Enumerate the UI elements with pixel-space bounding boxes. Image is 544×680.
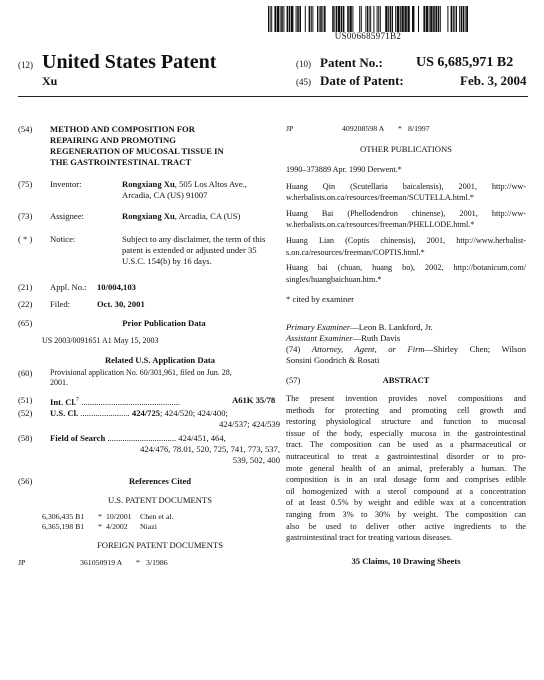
abstract-line: tract. The composition can be used as a pharmaceutical or: [286, 440, 526, 450]
barcode-bar: [412, 6, 414, 32]
barcode-bar: [388, 6, 389, 32]
barcode-bar: [369, 6, 370, 32]
field-of-search-rest: [50, 444, 280, 466]
barcode-bar: [349, 6, 351, 32]
barcode-bar: [418, 6, 419, 32]
doc-date: 10/2001: [106, 512, 132, 521]
field-of-search-line-3: 539, 502, 400: [232, 455, 280, 465]
code-58: (58): [18, 433, 33, 443]
inventor-field: [122, 179, 282, 201]
barcode-bar: [377, 6, 378, 32]
abstract-text: [286, 393, 526, 544]
patent-no-label: Patent No.:: [320, 55, 383, 70]
barcode: [268, 6, 468, 32]
primary-examiner-label: Primary Examiner: [286, 322, 351, 332]
title-line: METHOD AND COMPOSITION FOR: [50, 124, 195, 134]
title-line: REGENERATION OF MUCOSAL TISSUE IN: [50, 146, 224, 156]
barcode-bar: [438, 6, 440, 32]
attorney-label: Attorney, Agent, or Firm: [311, 344, 425, 354]
assistant-examiner-name: —Ruth Davis: [352, 333, 401, 343]
assistant-examiner-label: Assistant Examiner: [286, 333, 353, 343]
code-notice: ( * ): [18, 234, 33, 244]
inventor-city: Arcadia, CA (US) 91007: [122, 190, 208, 200]
field-of-search-first: 424/451, 464,: [178, 433, 226, 443]
doc-name: Niazi: [140, 522, 157, 531]
barcode-bar: [401, 6, 403, 32]
provisional-line: 2001.: [50, 378, 68, 387]
title-line: REPAIRING AND PROMOTING: [50, 135, 176, 145]
barcode-bar: [317, 6, 318, 32]
barcode-bar: [320, 6, 322, 32]
barcode-bar: [334, 6, 335, 32]
code-74: (74): [286, 344, 301, 354]
notice-line: U.S.C. 154(b) by 16 days.: [122, 256, 212, 266]
table-row: [42, 512, 278, 522]
barcode-bar: [311, 6, 312, 32]
barcode-bar: [336, 6, 337, 32]
code-65: (65): [18, 318, 33, 328]
abstract-line: gastrointestinal tract for treating various diseases.: [286, 533, 453, 543]
barcode-bar: [324, 6, 326, 32]
filed-date: Oct. 30, 2001: [97, 299, 145, 309]
code-22: (22): [18, 299, 33, 309]
barcode-bar: [347, 6, 349, 32]
abstract-line: The present invention provides novel compositions and: [286, 394, 526, 403]
primary-examiner: [286, 322, 526, 333]
barcode-bar: [297, 6, 299, 32]
barcode-bar: [352, 6, 353, 32]
doc-date: 8/1997: [408, 124, 430, 133]
patent-type-title: United States Patent: [42, 51, 217, 73]
list-item: 1990–373889 Apr. 1990 Derwent.*: [286, 165, 402, 174]
barcode-bar: [319, 6, 320, 32]
related-application-heading: Related U.S. Application Data: [104, 355, 216, 365]
barcode-bar: [433, 6, 435, 32]
appl-no: 10/004,103: [97, 282, 136, 292]
us-patent-documents-heading: U.S. PATENT DOCUMENTS: [107, 495, 213, 505]
primary-examiner-name: —Leon B. Lankford, Jr.: [350, 322, 433, 332]
list-item: Huang bai (chuan, huang bo), 2002, http://botanicum.com/: [286, 263, 526, 273]
barcode-bar: [274, 6, 276, 32]
list-item: s.on.ca/resources/freeman/COPTIS.html.*: [286, 247, 425, 257]
barcode-bar: [283, 6, 284, 32]
inventor-label: Inventor:: [50, 179, 82, 189]
barcode-bar: [404, 6, 406, 32]
barcode-bar: [322, 6, 323, 32]
inventor-address: , 505 Los Altos Ave.,: [174, 179, 247, 189]
barcode-bar: [465, 6, 466, 32]
code-54: (54): [18, 124, 33, 134]
notice-text: [122, 234, 282, 267]
barcode-bar: [338, 6, 340, 32]
barcode-bar: [426, 6, 428, 32]
barcode-bar: [361, 6, 362, 32]
barcode-bar: [440, 6, 441, 32]
list-item: w.herbalists.on.ca/resources/freeman/PHELLODE.html.*: [286, 220, 475, 230]
attorney-names: —Shirley Chen; Wilson: [424, 344, 526, 354]
doc-date: 4/2002: [106, 522, 128, 531]
field-of-search-dots: ................................: [105, 433, 177, 443]
barcode-bar: [378, 6, 379, 32]
barcode-bar: [390, 6, 392, 32]
field-of-search-label: Field of Search: [50, 433, 106, 443]
barcode-bar: [392, 6, 393, 32]
barcode-bar: [332, 6, 334, 32]
barcode-bar: [435, 6, 437, 32]
barcode-bar: [451, 6, 453, 32]
assignee-name: Rongxiang Xu: [122, 211, 175, 221]
barcode-bar: [309, 6, 311, 32]
barcode-bar: [280, 6, 281, 32]
barcode-bar: [312, 6, 313, 32]
list-item: Huang Lian (Coptis chinensis), 2001, http://www.herbalist-: [286, 235, 526, 245]
barcode-bar: [370, 6, 371, 32]
barcode-bar: [466, 6, 468, 32]
table-row: [42, 522, 278, 532]
doc-date: 3/1986: [146, 558, 168, 567]
us-cl-dots: .......................: [78, 408, 130, 418]
prior-publication-heading: Prior Publication Data: [122, 318, 206, 328]
other-publications-list: [286, 164, 526, 285]
barcode-bar: [359, 6, 360, 32]
barcode-bar: [447, 6, 448, 32]
int-cl-dots: ..............................................: [79, 396, 181, 407]
barcode-number: US006685971B2: [334, 31, 402, 41]
foreign-patent-documents-heading: FOREIGN PATENT DOCUMENTS: [96, 540, 224, 550]
abstract-line: restoring physiological structure and function to mucosal: [286, 417, 526, 427]
barcode-bar: [305, 6, 306, 32]
assignee-label: Assignee:: [50, 211, 84, 221]
barcode-bar: [459, 6, 460, 32]
barcode-bar: [291, 6, 293, 32]
abstract-line: ranging from 3% to 30% by weight. The composition can: [286, 509, 526, 519]
barcode-bar: [365, 6, 366, 32]
code-45: (45): [296, 77, 311, 87]
doc-number: 6,306,435 B1: [42, 512, 85, 521]
assignee-field: [122, 211, 282, 222]
code-60: (60): [18, 368, 33, 378]
title-line: THE GASTROINTESTINAL TRACT: [50, 157, 192, 167]
barcode-bar: [429, 6, 430, 32]
claims-summary: 35 Claims, 10 Drawing Sheets: [351, 556, 461, 566]
assistant-examiner: [286, 333, 526, 344]
abstract-line: oil homogenized with a sterol compound at a concentration: [286, 486, 526, 496]
barcode-bar: [400, 6, 401, 32]
list-item: w.herbalists.on.ca/resources/freeman/SCUTELLA.html.*: [286, 193, 474, 203]
abstract-line: tissue of the body, especially mucosa in the gastrointestinal: [286, 428, 526, 438]
assignee-address: , Arcadia, CA (US): [174, 211, 241, 221]
barcode-bar: [287, 6, 289, 32]
patent-number: US 6,685,971 B2: [416, 55, 514, 70]
abstract-line: methods for protecting and promoting cell growth and: [286, 405, 526, 415]
abstract-line: mote general health of an animal, preferably a human. The: [286, 463, 526, 473]
barcode-bar: [380, 6, 381, 32]
header-divider: [18, 96, 528, 97]
barcode-bar: [395, 6, 396, 32]
barcode-bar: [463, 6, 464, 32]
barcode-bar: [385, 6, 387, 32]
barcode-bar: [423, 6, 425, 32]
barcode-bar: [277, 6, 279, 32]
barcode-bar: [296, 6, 297, 32]
barcode-bar: [270, 6, 271, 32]
int-cl-label: Int. Cl.: [50, 396, 77, 407]
doc-number: 361050919 A: [80, 558, 123, 567]
barcode-bar: [397, 6, 399, 32]
doc-star: *: [398, 124, 402, 133]
provisional-application: [50, 368, 280, 388]
code-73: (73): [18, 211, 33, 221]
notice-line: Subject to any disclaimer, the term of this: [122, 234, 266, 244]
prior-publication-line: US 2003/0091651 A1 May 15, 2003: [42, 336, 159, 345]
notice-label: Notice:: [50, 234, 76, 244]
inventor-name: Rongxiang Xu: [122, 179, 175, 189]
filed-label: Filed:: [50, 299, 71, 309]
code-56: (56): [18, 476, 33, 486]
field-of-search-line-2: 424/476, 78.01, 520, 725, 741, 773, 537,: [140, 444, 280, 454]
barcode-bar: [453, 6, 454, 32]
code-12: (12): [18, 60, 33, 70]
attorney-firm: Sonsini Goodrich & Rosati: [286, 355, 380, 365]
barcode-bar: [271, 6, 272, 32]
code-57: (57): [286, 375, 301, 385]
abstract-line: also be used to deliver other active ingredients to the: [286, 521, 526, 531]
us-cl-label: U.S. Cl.: [50, 408, 79, 418]
doc-country: JP: [286, 124, 294, 133]
abstract-line: nutraceutical to treat a gastrointestinal disorder or to pro-: [286, 451, 526, 461]
code-21: (21): [18, 282, 33, 292]
int-cl-value: A61K 35/78: [232, 395, 276, 405]
barcode-bar: [268, 6, 269, 32]
abstract-heading: ABSTRACT: [382, 375, 430, 385]
us-cl-primary: 424/725: [131, 408, 161, 418]
abstract-line: composition is in an oral dosage form and comprises edible: [286, 475, 526, 485]
barcode-bar: [373, 6, 374, 32]
date-of-patent-label: Date of Patent:: [320, 73, 404, 88]
doc-star: *: [98, 512, 102, 521]
provisional-line: Provisional application No. 60/301,961, filed on Jun. 28,: [50, 368, 232, 377]
references-cited-heading: References Cited: [128, 476, 192, 486]
barcode-bar: [456, 6, 457, 32]
cited-by-examiner: * cited by examiner: [286, 294, 355, 304]
barcode-bar: [430, 6, 432, 32]
list-item: Huang Qin (Scutellaria baicalensis), 2001, http://ww-: [286, 181, 526, 191]
barcode-bar: [299, 6, 301, 32]
barcode-bar: [341, 6, 343, 32]
barcode-bar: [367, 6, 368, 32]
other-publications-heading: OTHER PUBLICATIONS: [360, 144, 452, 154]
abstract-line: of at least 0.5% by weight and edible wax at a concentration: [286, 498, 526, 508]
attorney-line: [286, 344, 526, 355]
code-75: (75): [18, 179, 33, 189]
us-cl-line2: 424/537; 424/539: [219, 419, 280, 429]
doc-country: JP: [18, 558, 26, 567]
invention-title: [50, 124, 275, 168]
us-cl-line: [50, 408, 228, 419]
doc-number: 409208598 A: [342, 124, 385, 133]
code-10: (10): [296, 59, 311, 69]
field-of-search-line: [50, 433, 280, 444]
doc-number: 6,365,198 B1: [42, 522, 85, 531]
barcode-bar: [407, 6, 409, 32]
doc-star: *: [136, 558, 140, 567]
notice-line: patent is extended or adjusted under 35: [122, 245, 257, 255]
barcode-bar: [461, 6, 463, 32]
barcode-bar: [289, 6, 291, 32]
table-row: [286, 124, 526, 134]
date-of-patent: Feb. 3, 2004: [460, 73, 527, 88]
doc-star: *: [98, 522, 102, 531]
barcode-bar: [343, 6, 345, 32]
us-cl-rest: ; 424/520; 424/400;: [160, 408, 228, 418]
code-51: (51): [18, 395, 33, 405]
list-item: Huang Bai (Phellodendron chinense), 2001, http://ww-: [286, 208, 526, 218]
inventor-surname: Xu: [42, 74, 58, 88]
us-patent-documents-list: [42, 512, 278, 532]
list-item: singles/huangbaichuan.htm.*: [286, 274, 382, 284]
int-cl-sup: 7: [76, 397, 80, 403]
barcode-bar: [281, 6, 283, 32]
table-row: [18, 558, 280, 568]
barcode-bar: [454, 6, 455, 32]
doc-name: Chen et al.: [140, 512, 174, 521]
code-52: (52): [18, 408, 33, 418]
appl-no-label: Appl. No.:: [50, 282, 87, 292]
